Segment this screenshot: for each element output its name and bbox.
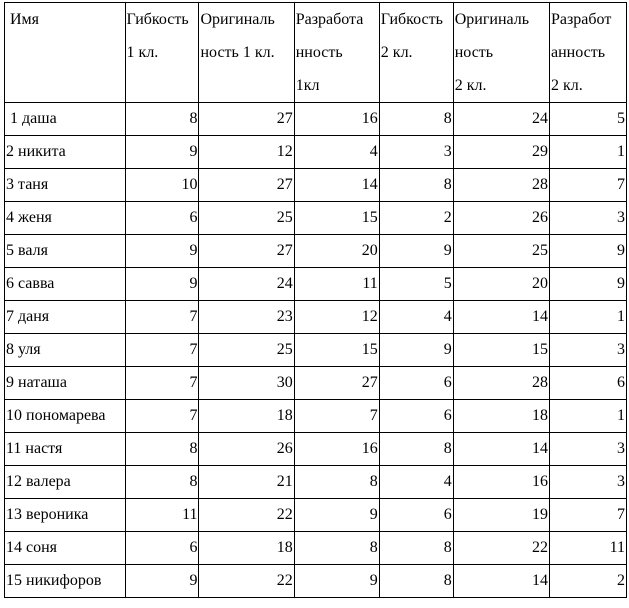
cell-name: 10 пономарева [5,400,126,433]
cell-flexibility-2: 8 [379,565,453,598]
cell-originality-2: 19 [453,499,549,532]
cell-originality-2: 28 [453,169,549,202]
cell-flexibility-1: 7 [125,334,199,367]
cell-name: 15 никифоров [5,565,126,598]
cell-originality-1: 22 [199,565,294,598]
cell-flexibility-2: 9 [379,235,453,268]
cell-elaboration-1: 15 [294,334,379,367]
cell-originality-1: 18 [199,532,294,565]
cell-originality-1: 26 [199,433,294,466]
header-line: Оригиналь [200,11,275,28]
cell-flexibility-1: 6 [125,532,199,565]
cell-flexibility-2: 2 [379,202,453,235]
cell-elaboration-1: 9 [294,499,379,532]
table-row [5,367,627,400]
cell-name: 4 женя [5,202,126,235]
header-name [5,3,126,103]
cell-originality-2: 26 [453,202,549,235]
cell-flexibility-2: 6 [379,400,453,433]
cell-flexibility-1: 7 [125,367,199,400]
cell-originality-1: 18 [199,400,294,433]
cell-elaboration-2: 9 [549,268,626,301]
header-line: Гибкость [380,11,443,28]
cell-flexibility-1: 9 [125,235,199,268]
header-line: ность [454,44,494,61]
cell-flexibility-2: 4 [379,466,453,499]
cell-flexibility-1: 10 [125,169,199,202]
cell-flexibility-1: 7 [125,301,199,334]
header-line: 2 кл. [454,77,487,94]
cell-originality-1: 27 [199,235,294,268]
table-row [5,169,627,202]
header-row [5,3,627,103]
cell-name: 12 валера [5,466,126,499]
cell-originality-1: 30 [199,367,294,400]
cell-flexibility-1: 9 [125,268,199,301]
cell-elaboration-1: 8 [294,466,379,499]
cell-name: 13 вероника [5,499,126,532]
cell-name: 9 наташа [5,367,126,400]
table-row [5,235,627,268]
header-flexibility-1 [125,3,199,103]
table-row [5,268,627,301]
table-row [5,202,627,235]
cell-elaboration-2: 7 [549,499,626,532]
cell-flexibility-2: 9 [379,334,453,367]
cell-elaboration-2: 6 [549,367,626,400]
header-line: 1 кл. [126,44,159,61]
cell-flexibility-2: 6 [379,499,453,532]
cell-elaboration-2: 7 [549,169,626,202]
table-row [5,532,627,565]
cell-elaboration-1: 20 [294,235,379,268]
cell-originality-2: 22 [453,532,549,565]
header-line: анность [550,44,605,61]
cell-originality-2: 18 [453,400,549,433]
cell-originality-2: 14 [453,565,549,598]
cell-elaboration-2: 1 [549,136,626,169]
cell-elaboration-1: 11 [294,268,379,301]
cell-originality-2: 28 [453,367,549,400]
cell-elaboration-1: 9 [294,565,379,598]
table-row [5,136,627,169]
cell-originality-1: 12 [199,136,294,169]
cell-originality-1: 23 [199,301,294,334]
cell-elaboration-2: 3 [549,466,626,499]
cell-flexibility-1: 8 [125,466,199,499]
cell-originality-2: 14 [453,301,549,334]
cell-originality-1: 24 [199,268,294,301]
cell-name: 14 соня [5,532,126,565]
header-line: нность [295,44,343,61]
header-originality-2 [453,3,549,103]
cell-flexibility-2: 8 [379,169,453,202]
cell-flexibility-2: 6 [379,367,453,400]
table-row [5,103,627,136]
scores-table [4,2,627,598]
cell-name: 6 савва [5,268,126,301]
header-line: Оригиналь [454,11,530,28]
header-elaboration-1 [294,3,379,103]
cell-elaboration-1: 15 [294,202,379,235]
header-originality-1 [199,3,294,103]
cell-flexibility-1: 9 [125,565,199,598]
cell-flexibility-2: 8 [379,103,453,136]
cell-name: 3 таня [5,169,126,202]
cell-elaboration-2: 2 [549,565,626,598]
cell-originality-2: 29 [453,136,549,169]
cell-name: 5 валя [5,235,126,268]
header-line: ность 1 кл. [200,44,275,61]
cell-flexibility-2: 5 [379,268,453,301]
table-row [5,301,627,334]
cell-originality-1: 25 [199,334,294,367]
cell-flexibility-1: 6 [125,202,199,235]
cell-originality-1: 27 [199,169,294,202]
table-row [5,466,627,499]
table-row [5,334,627,367]
cell-flexibility-1: 8 [125,103,199,136]
cell-originality-2: 24 [453,103,549,136]
table-row [5,499,627,532]
cell-originality-1: 27 [199,103,294,136]
header-line: Разработ [550,11,612,28]
cell-elaboration-2: 9 [549,235,626,268]
cell-elaboration-1: 12 [294,301,379,334]
cell-originality-2: 16 [453,466,549,499]
header-line: Гибкость [126,11,189,28]
cell-name: 1 даша [5,103,126,136]
cell-elaboration-1: 27 [294,367,379,400]
cell-elaboration-2: 11 [549,532,626,565]
cell-elaboration-2: 1 [549,400,626,433]
cell-flexibility-2: 3 [379,136,453,169]
cell-elaboration-1: 14 [294,169,379,202]
header-line: 2 кл. [550,77,583,94]
cell-elaboration-1: 16 [294,433,379,466]
cell-name: 8 уля [5,334,126,367]
cell-flexibility-2: 8 [379,433,453,466]
cell-flexibility-2: 8 [379,532,453,565]
header-elaboration-2 [549,3,626,103]
cell-name: 11 настя [5,433,126,466]
cell-flexibility-1: 11 [125,499,199,532]
cell-elaboration-2: 3 [549,334,626,367]
cell-flexibility-1: 7 [125,400,199,433]
cell-name: 2 никита [5,136,126,169]
table-row [5,433,627,466]
cell-name: 7 даня [5,301,126,334]
cell-flexibility-1: 9 [125,136,199,169]
cell-originality-1: 21 [199,466,294,499]
cell-elaboration-1: 8 [294,532,379,565]
cell-elaboration-1: 16 [294,103,379,136]
cell-originality-1: 25 [199,202,294,235]
cell-flexibility-2: 4 [379,301,453,334]
header-line: Разработа [295,11,364,28]
cell-elaboration-2: 1 [549,301,626,334]
cell-originality-1: 22 [199,499,294,532]
cell-elaboration-2: 3 [549,433,626,466]
table-row [5,565,627,598]
cell-elaboration-1: 7 [294,400,379,433]
table-row [5,400,627,433]
cell-flexibility-1: 8 [125,433,199,466]
cell-elaboration-2: 3 [549,202,626,235]
cell-elaboration-1: 4 [294,136,379,169]
cell-originality-2: 25 [453,235,549,268]
cell-originality-2: 20 [453,268,549,301]
cell-originality-2: 14 [453,433,549,466]
table-body [5,103,627,598]
header-line: 2 кл. [380,44,413,61]
header-name-line: Имя [6,11,40,28]
cell-originality-2: 15 [453,334,549,367]
header-line: 1кл [295,77,320,94]
cell-elaboration-2: 5 [549,103,626,136]
header-flexibility-2 [379,3,453,103]
